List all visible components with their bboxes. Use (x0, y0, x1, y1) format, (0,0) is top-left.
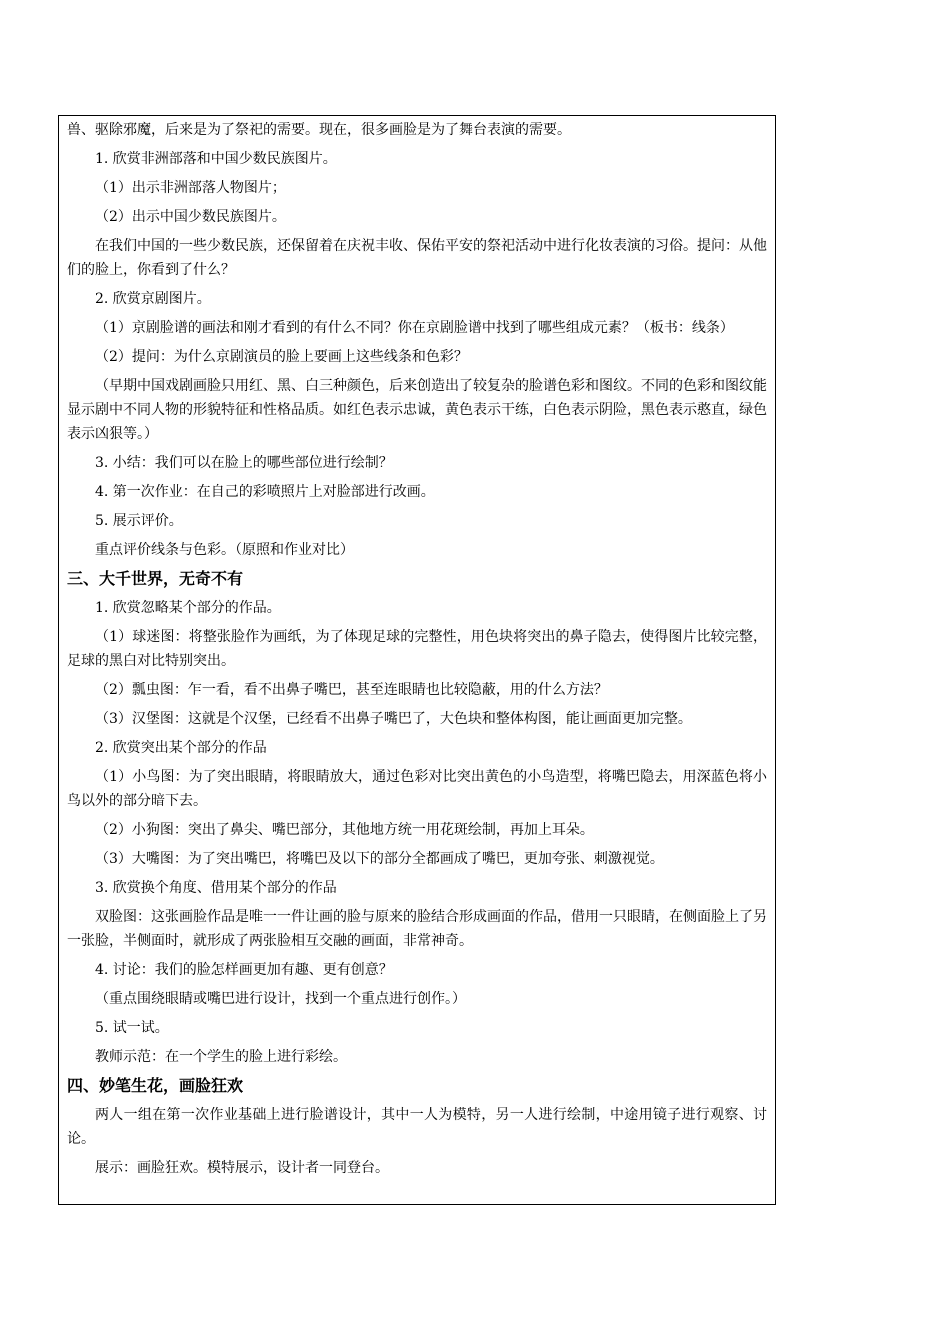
body-paragraph: 3. 欣赏换个角度、借用某个部分的作品 (95, 880, 337, 896)
body-paragraph: 在我们中国的一些少数民族，还保留着在庆祝丰收、保佑平安的祭祀活动中进行化妆表演的习俗。提问：从他们的脸上，你看到了什么？ (67, 238, 767, 278)
body-paragraph: 4. 讨论：我们的脸怎样画更加有趣、更有创意？ (95, 962, 393, 978)
body-paragraph: （早期中国戏剧画脸只用红、黑、白三种颜色，后来创造出了较复杂的脸谱色彩和图纹。不同的色彩和图纹能显示剧中不同人物的形貌特征和性格品质。如红色表示忠诚，黄色表示干练，白色表示阴险，黑色表示憨直，绿色表示凶狠等。） (67, 378, 767, 442)
body-paragraph: 兽、驱除邪魔，后来是为了祭祀的需要。现在，很多画脸是为了舞台表演的需要。 (67, 122, 571, 138)
body-paragraph: （1）京剧脸谱的画法和刚才看到的有什么不同？你在京剧脸谱中找到了哪些组成元素？（板书：线条） (95, 320, 734, 336)
body-paragraph: 教师示范：在一个学生的脸上进行彩绘。 (95, 1049, 347, 1065)
body-paragraph: （3）汉堡图：这就是个汉堡，已经看不出鼻子嘴巴了，大色块和整体构图，能让画面更加完整。 (95, 711, 692, 727)
body-paragraph: 5. 展示评价。 (95, 513, 183, 529)
body-paragraph: 2. 欣赏突出某个部分的作品 (95, 740, 267, 756)
body-paragraph: （重点围绕眼睛或嘴巴进行设计，找到一个重点进行创作。） (95, 991, 466, 1007)
body-paragraph: 两人一组在第一次作业基础上进行脸谱设计，其中一人为模特，另一人进行绘制，中途用镜子进行观察、讨论。 (67, 1107, 767, 1147)
body-paragraph: 1. 欣赏忽略某个部分的作品。 (95, 600, 281, 616)
body-paragraph: 3. 小结：我们可以在脸上的哪些部位进行绘制？ (95, 455, 393, 471)
body-paragraph: （1）小鸟图：为了突出眼睛，将眼睛放大，通过色彩对比突出黄色的小鸟造型，将嘴巴隐去，用深蓝色将小鸟以外的部分暗下去。 (67, 769, 767, 809)
body-paragraph: （2）瓢虫图：乍一看，看不出鼻子嘴巴，甚至连眼睛也比较隐蔽，用的什么方法？ (95, 682, 608, 698)
body-paragraph: （2）小狗图：突出了鼻尖、嘴巴部分，其他地方统一用花斑绘制，再加上耳朵。 (95, 822, 594, 838)
lesson-plan-table-cell (58, 115, 776, 1205)
body-paragraph: （2）出示中国少数民族图片。 (95, 209, 286, 225)
body-paragraph: （2）提问：为什么京剧演员的脸上要画上这些线条和色彩？ (95, 349, 468, 365)
body-paragraph: 4. 第一次作业：在自己的彩喷照片上对脸部进行改画。 (95, 484, 435, 500)
body-paragraph: 双脸图：这张画脸作品是唯一一件让画的脸与原来的脸结合形成画面的作品，借用一只眼睛，在侧面脸上了另一张脸，半侧面时，就形成了两张脸相互交融的画面，非常神奇。 (67, 909, 767, 949)
section-heading: 三、大千世界，无奇不有 (67, 569, 244, 588)
body-paragraph: （1）出示非洲部落人物图片； (95, 180, 286, 196)
body-paragraph: 2. 欣赏京剧图片。 (95, 291, 211, 307)
section-heading: 四、妙笔生花，画脸狂欢 (67, 1076, 244, 1095)
body-paragraph: 展示：画脸狂欢。模特展示，设计者一同登台。 (95, 1160, 389, 1176)
body-paragraph: （3）大嘴图：为了突出嘴巴，将嘴巴及以下的部分全都画成了嘴巴，更加夸张、刺激视觉。 (95, 851, 664, 867)
body-paragraph: （1）球迷图：将整张脸作为画纸，为了体现足球的完整性，用色块将突出的鼻子隐去，使得图片比较完整，足球的黑白对比特别突出。 (67, 629, 767, 669)
body-paragraph: 1. 欣赏非洲部落和中国少数民族图片。 (95, 151, 337, 167)
body-paragraph: 5. 试一试。 (95, 1020, 169, 1036)
body-paragraph: 重点评价线条与色彩。（原照和作业对比） (95, 542, 354, 558)
